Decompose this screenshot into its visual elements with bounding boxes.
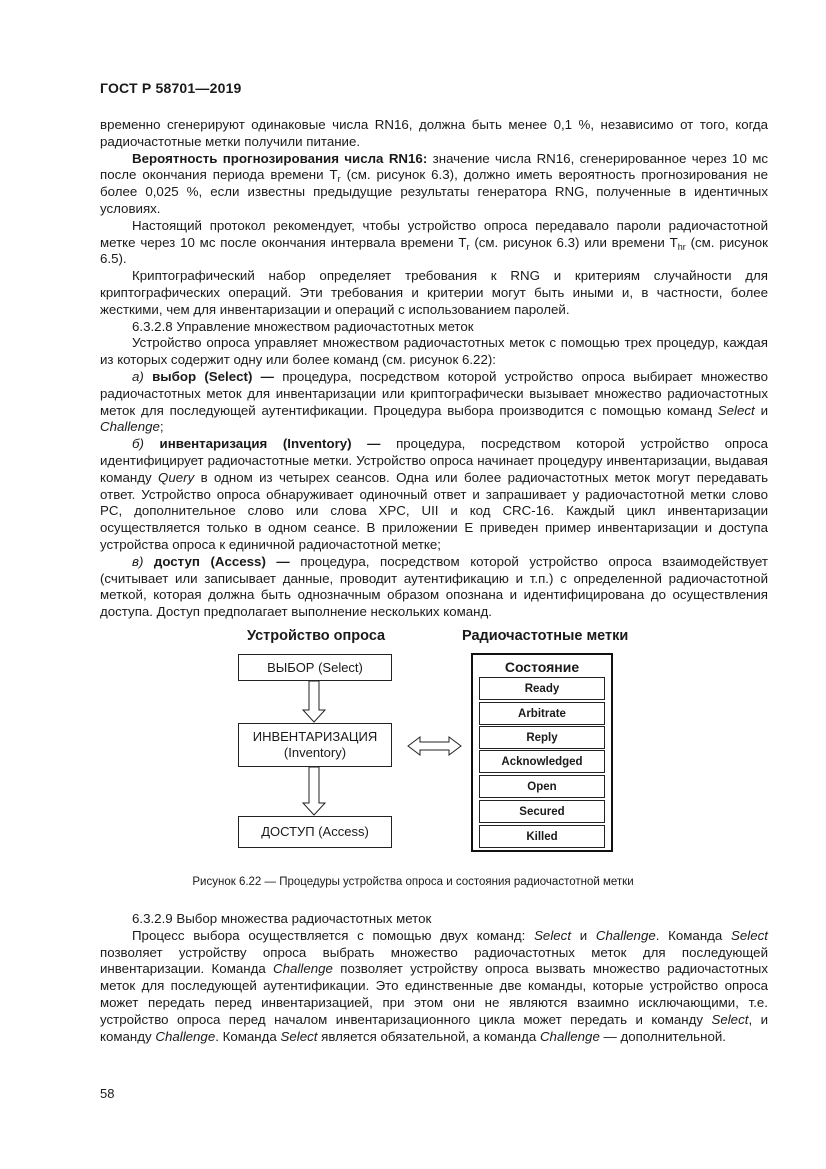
paragraph-text: значение числа RN16, сгенерированное через 10 мс после окончания периода времени T bbox=[100, 150, 768, 183]
paragraph-text: — дополнительной. bbox=[599, 1028, 726, 1044]
paragraph-text: (см. рисунок 6.3) или времени T bbox=[469, 234, 678, 250]
subscript: r bbox=[337, 174, 341, 185]
state-ready: Ready bbox=[479, 677, 605, 700]
subscript: hr bbox=[677, 241, 686, 252]
figure-caption: Рисунок 6.22 — Процедуры устройства опроса и состояния радиочастотной метки bbox=[192, 876, 634, 888]
paragraph-text: и bbox=[754, 402, 769, 418]
term-bold: выбор (Select) — bbox=[143, 368, 274, 384]
double-arrow-icon bbox=[408, 737, 461, 755]
command-name: Select bbox=[731, 927, 768, 943]
state-killed: Killed bbox=[479, 825, 605, 848]
command-name: Challenge bbox=[595, 927, 656, 943]
state-reply: Reply bbox=[479, 726, 605, 749]
term-bold: доступ (Access) — bbox=[143, 553, 290, 569]
command-name: Select bbox=[280, 1028, 318, 1044]
down-arrow-icon bbox=[303, 681, 325, 722]
section-heading-text: 6.3.2.9 Выбор множества радиочастотных меток bbox=[132, 911, 432, 926]
paragraph-text: Устройство опроса управляет множеством радиочастотных меток с помощью трех процедур, каждая из которых содержит одну или более команд (см. рисунок 6.22): bbox=[100, 335, 768, 368]
state-panel-title: Состояние bbox=[504, 659, 580, 675]
command-name: Select bbox=[711, 1011, 749, 1027]
list-label: в) bbox=[132, 553, 144, 569]
paragraph-text: в одном из четырех сеансов. Одна или более радиочастотных меток могут передавать ответ. Устройство опроса обнаруживает одиночный ответ и запрашивает у радиочастотной метки слово PC, дополнительное слово или слова XPC, UII и код CRC-16. Каждый цикл инвентаризации осуществляется только в одном сеансе. В приложении Е приведен пример инвентаризации и доступа устройства опроса к единичной радиочастотной метке; bbox=[100, 469, 769, 552]
paragraph-text: Процесс выбора осуществляется с помощью двух команд: bbox=[132, 927, 535, 943]
figure-right-heading: Радиочастотные метки bbox=[462, 628, 629, 644]
paragraph-text: ; bbox=[159, 419, 164, 435]
box-label: (Inventory) bbox=[283, 745, 347, 760]
subscript: r bbox=[466, 241, 470, 252]
paragraph-text: . Команда bbox=[655, 927, 732, 943]
paragraph-text: . Команда bbox=[215, 1028, 281, 1044]
command-name: Select bbox=[534, 927, 572, 943]
paragraph-text: (см. рисунок 6.3), должно иметь вероятность прогнозирования не более 0,025 %, если известны предыдущие результаты генератора RNG, полученные в идентичных условиях. bbox=[100, 167, 768, 216]
state-acknowledged: Acknowledged bbox=[479, 750, 605, 773]
page-number: 58 bbox=[100, 1086, 115, 1101]
figure-left-heading: Устройство опроса bbox=[247, 628, 386, 644]
paragraph-text: позволяет устройству опроса вызвать множество радиочастотных меток для последующей аутентификации. Это единственные две команды, которые устройство опроса может передать перед инвентаризацией, при этом они не являются взаимно исключающими, т.е. устройство опроса перед началом инвентаризационного цикла может передать и команду bbox=[100, 961, 768, 1027]
paragraph-text: и bbox=[571, 927, 596, 943]
section-heading-text: 6.3.2.8 Управление множеством радиочастотных меток bbox=[132, 318, 474, 334]
paragraph-text: Криптографический набор определяет требования к RNG и критериям случайности для криптографических операций. Эти требования и критерии могут быть иными и, в частности, более жесткими, чем для инвентаризации и операций с использованием паролей. bbox=[100, 268, 768, 317]
command-name: Challenge bbox=[273, 961, 333, 977]
paragraph-text: процедура, посредством которой устройство опроса выбирает множество радиочастотных меток для инвентаризации или криптографически вызывает множество радиочастотных меток для последующей аутентификации. Процедура выбора производится с помощью команд bbox=[100, 368, 768, 418]
command-name: Challenge bbox=[539, 1028, 600, 1044]
paragraph-text: процедура, посредством которой устройство опроса идентифицирует радиочастотные метки. Устройство опроса начинает процедуру инвентаризации, выдавая команду bbox=[100, 436, 768, 485]
paragraph-text: , и команду bbox=[100, 1011, 768, 1044]
term-bold: Вероятность прогнозирования числа RN16: bbox=[132, 150, 428, 166]
paragraph-text: (см. рисунок 6.5). bbox=[100, 234, 768, 267]
paragraph-text: временно сгенерируют одинаковые числа RN16, должна быть менее 0,1 %, независимо от того, когда радиочастотные метки получили питание. bbox=[100, 117, 768, 149]
list-label: б) bbox=[132, 436, 144, 452]
box-label: ИНВЕНТАРИЗАЦИЯ bbox=[252, 729, 378, 744]
command-name: Select bbox=[717, 402, 755, 418]
command-name: Challenge bbox=[100, 419, 160, 435]
box-label: ДОСТУП (Access) bbox=[261, 824, 369, 839]
box-label: ВЫБОР (Select) bbox=[267, 659, 363, 675]
command-name: Query bbox=[158, 469, 195, 485]
state-secured: Secured bbox=[479, 800, 605, 823]
paragraph-selection-process bbox=[100, 928, 768, 1046]
paragraph-text: позволяет устройству опроса выбрать множество радиочастотных меток для последующей инвентаризации. Команда bbox=[100, 944, 768, 977]
list-label: а) bbox=[132, 368, 144, 384]
term-bold: инвентаризация (Inventory) — bbox=[143, 436, 381, 452]
section-heading-6-3-2-9 bbox=[100, 911, 768, 928]
state-arbitrate: Arbitrate bbox=[479, 702, 605, 725]
command-name: Challenge bbox=[155, 1028, 216, 1044]
paragraph-text: процедура, посредством которой устройство опроса взаимодействует (считывает или записывает данные, проводит аутентификацию и т.п.) с определенной радиочастотной меткой, которая должна быть однозначным образом опознана и идентифицирована до осуществления доступа. Доступ предполагает выполнение нескольких команд. bbox=[100, 553, 768, 620]
down-arrow-icon bbox=[303, 767, 325, 815]
document-code-header: ГОСТ Р 58701—2019 bbox=[100, 80, 242, 96]
paragraph-text: является обязательной, а команда bbox=[317, 1028, 540, 1044]
paragraph-text: Настоящий протокол рекомендует, чтобы устройство опроса передавало пароли радиочастотной метке через 10 мс после окончания интервала времени T bbox=[100, 217, 768, 250]
text-block-bottom bbox=[100, 911, 768, 1045]
state-open: Open bbox=[479, 775, 605, 798]
